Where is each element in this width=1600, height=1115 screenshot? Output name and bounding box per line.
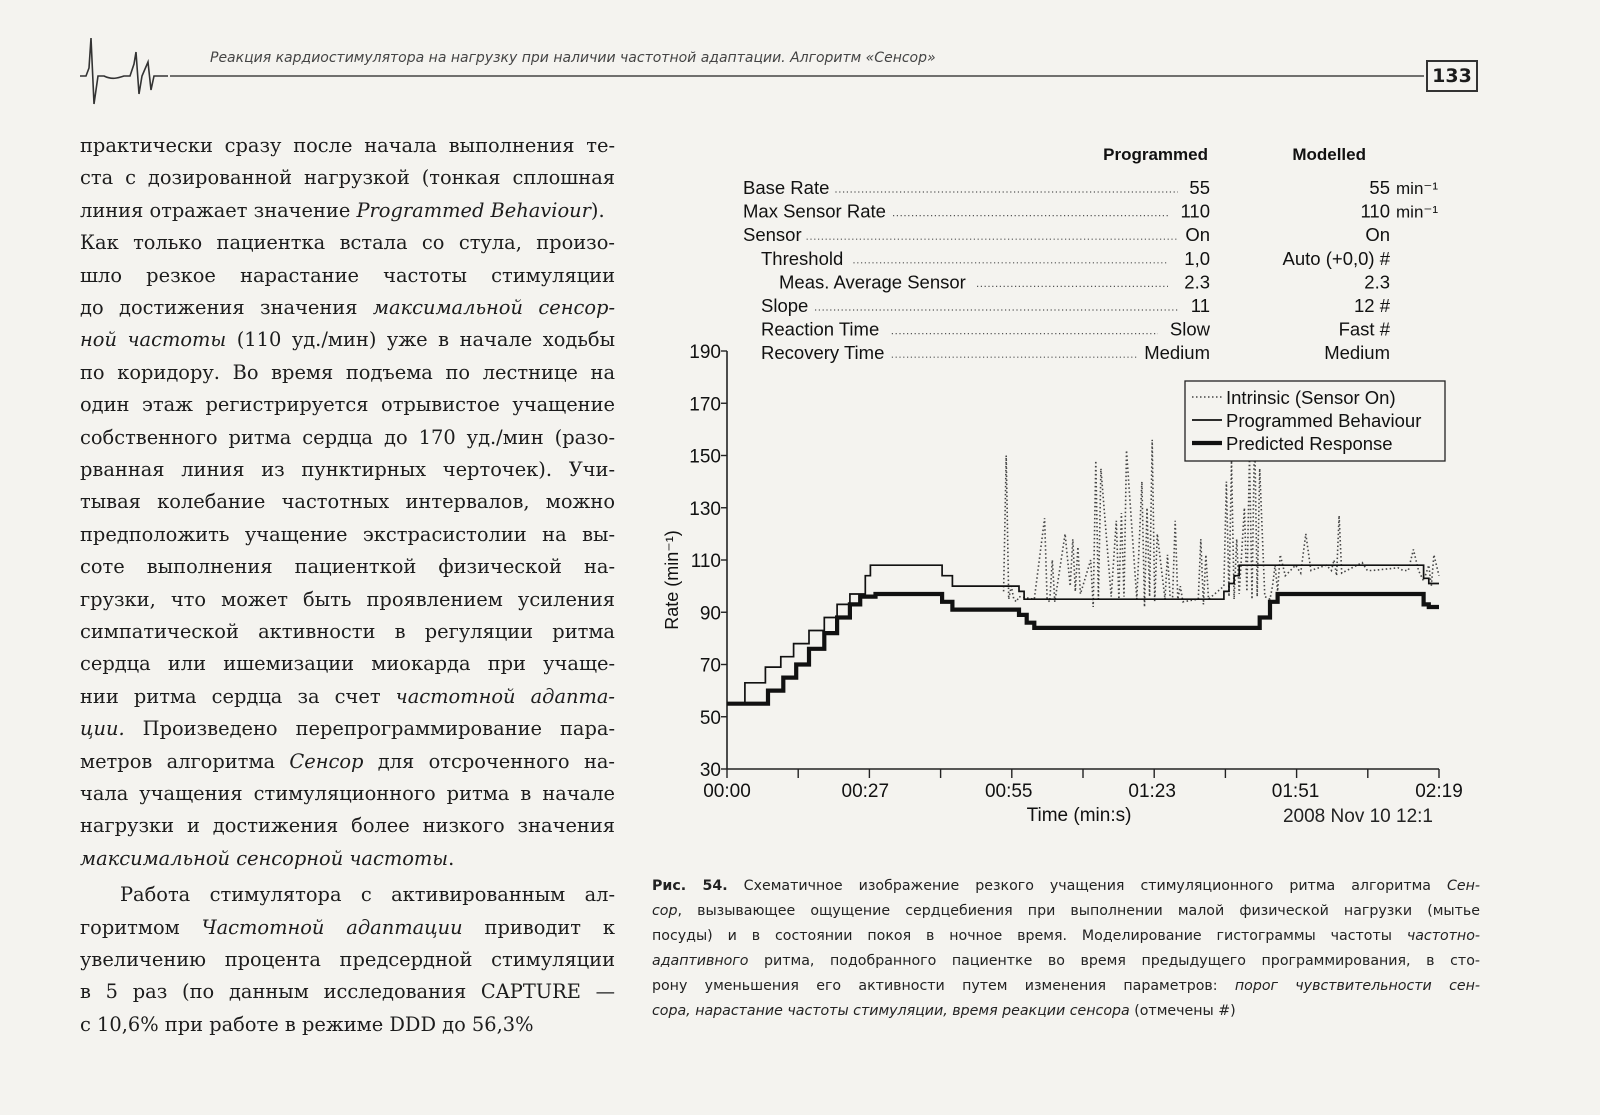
param-name: Sensor — [743, 224, 802, 246]
body-line — [80, 976, 615, 1008]
col-modelled-header: Modelled — [1292, 145, 1366, 164]
caption-line — [652, 974, 1480, 999]
body-line — [80, 843, 615, 875]
param-name: Threshold — [761, 247, 844, 269]
text-run: Рис. 54. — [652, 878, 728, 894]
body-line — [80, 778, 615, 810]
ecg-logo-icon — [80, 38, 168, 104]
body-line — [80, 944, 615, 976]
param-programmed: Slow — [1169, 318, 1210, 340]
text-run: , вызывающее ощущение сердцебиения при выполнении малой физической нагрузки (мытье — [677, 903, 1480, 919]
header-rule — [78, 32, 1478, 112]
param-unit: min⁻¹ — [1396, 179, 1439, 198]
body-line — [80, 616, 615, 648]
running-title: Реакция кардиостимулятора на нагрузку при наличии частотной адаптации. Алгоритм «Сенсор» — [210, 50, 936, 66]
text-run: (отмечены #) — [1129, 1003, 1236, 1019]
text-run: Сенсор — [289, 749, 364, 773]
param-modelled: On — [1365, 224, 1390, 246]
text-run: Как только пациентка встала со стула, произо- — [80, 231, 615, 255]
legend-label: Intrinsic (Sensor On) — [1226, 387, 1396, 408]
text-run: рванная линия из пунктирных черточек). Учи- — [80, 458, 615, 481]
text-run: Схематичное изображение резкого учащения стимуляционного ритма алгоритма — [727, 878, 1447, 894]
text-run: Сен- — [1446, 878, 1480, 894]
param-unit: min⁻¹ — [1396, 202, 1439, 222]
text-run: Programmed Behaviour — [356, 198, 591, 222]
legend-label: Predicted Response — [1226, 433, 1393, 454]
body-line — [80, 422, 615, 454]
text-run: собственного ритма сердца до 170 уд./мин (разо- — [80, 425, 615, 449]
body-line — [80, 260, 615, 292]
param-name: Reaction Time — [761, 318, 880, 340]
param-programmed: 2.3 — [1184, 271, 1210, 293]
param-modelled: 12 # — [1353, 295, 1390, 316]
body-line — [80, 879, 615, 911]
series-predicted-response — [727, 594, 1439, 704]
body-line — [80, 162, 615, 194]
caption-line — [652, 999, 1480, 1024]
body-line — [80, 227, 615, 259]
body-line — [80, 130, 615, 162]
text-run: ритма, подобранного пациентке во время предыдущего программирования, в сто- — [748, 953, 1480, 969]
x-tick-label: 02:19 — [1415, 781, 1463, 802]
param-modelled: Auto (+0,0) # — [1282, 247, 1390, 269]
body-line — [80, 357, 615, 389]
body-line — [80, 584, 615, 616]
text-run: порог чувствительности сен- — [1234, 978, 1481, 994]
param-modelled: 110 — [1360, 200, 1390, 222]
parameter-table — [743, 145, 1438, 363]
text-run: соте выполнения пациенткой физической на- — [80, 555, 615, 579]
body-line — [80, 519, 615, 551]
y-tick-label: 30 — [699, 760, 721, 781]
x-tick-label: 00:55 — [984, 781, 1033, 802]
param-name: Recovery Time — [761, 342, 885, 364]
text-run: сора, нарастание частоты стимуляции, время реакции сенсора — [652, 1003, 1130, 1019]
text-run: сор — [652, 903, 678, 919]
param-programmed: 55 — [1189, 177, 1210, 198]
y-tick-label: 170 — [689, 394, 721, 416]
text-run: для отсроченного на- — [363, 749, 615, 773]
body-line — [80, 648, 615, 680]
text-run: по коридору. Во время подъема по лестнице на — [80, 360, 615, 384]
y-tick-label: 50 — [699, 707, 721, 729]
param-programmed: On — [1185, 224, 1210, 246]
text-run: один этаж регистрируется отрывистое учащение — [80, 393, 615, 417]
text-run: ). — [590, 198, 605, 222]
text-run: практически сразу после начала выполнения те- — [80, 134, 615, 157]
figure-54 — [640, 130, 1490, 850]
text-run: сердца или ишемизации миокарда при учаще- — [80, 652, 615, 676]
text-run: чала учащения стимуляционного ритма в начале — [80, 782, 615, 805]
page-number: 133 — [1426, 60, 1478, 92]
text-run: . — [448, 846, 455, 870]
param-modelled: 2.3 — [1364, 271, 1390, 293]
body-line — [80, 195, 615, 227]
text-run: в 5 раз (по данным исследования CAPTURE — — [80, 980, 615, 1004]
text-run: до достижения значения — [80, 296, 373, 319]
param-name: Meas. Average Sensor — [779, 271, 966, 293]
text-run: предположить учащение экстрасистолии на вы- — [80, 522, 615, 546]
y-tick-label: 130 — [689, 498, 721, 520]
y-tick-label: 110 — [690, 551, 721, 572]
text-run: линия отражает значение — [80, 198, 357, 222]
text-run: Произведено перепрограммирование пара- — [124, 717, 615, 741]
x-tick-label: 01:51 — [1271, 781, 1320, 802]
legend-label: Programmed Behaviour — [1226, 410, 1422, 431]
param-programmed: 110 — [1180, 200, 1210, 222]
text-run: максимальной сенсорной частоты — [80, 846, 449, 870]
text-run: горитмом — [80, 915, 202, 939]
text-run: увеличению процента предсердной стимуляции — [80, 948, 615, 971]
rate-chart — [662, 342, 1463, 827]
x-axis-label: Time (min:s) — [1026, 805, 1132, 826]
text-run: частотно- — [1406, 928, 1480, 944]
text-run: рону уменьшения его активности путем изменения параметров: — [652, 978, 1235, 994]
caption-line — [652, 874, 1480, 899]
body-line — [80, 292, 615, 324]
body-line — [80, 324, 615, 356]
body-line — [80, 713, 615, 745]
text-run: посуды) и в состоянии покоя в ночное время. Моделирование гистограммы частоты — [652, 928, 1407, 944]
body-line — [80, 486, 615, 518]
text-run: максимальной сенсор- — [372, 296, 615, 319]
caption-line — [652, 899, 1480, 924]
body-line — [80, 454, 615, 486]
y-tick-label: 150 — [689, 446, 721, 468]
param-programmed: 11 — [1190, 295, 1210, 316]
caption-line — [652, 949, 1480, 974]
y-axis-label: Rate (min⁻¹) — [662, 530, 682, 630]
timestamp-label: 2008 Nov 10 12:1 — [1282, 806, 1433, 827]
x-tick-label: 00:27 — [841, 781, 890, 802]
text-run: адаптивного — [652, 953, 749, 969]
param-name: Slope — [761, 295, 809, 316]
body-line — [80, 912, 615, 944]
text-run: ции. — [80, 717, 125, 741]
text-run: приводит к — [462, 915, 615, 939]
text-run: симпатической активности в регуляции ритма — [80, 620, 615, 643]
legend — [1185, 381, 1445, 461]
param-modelled: 55 — [1369, 177, 1390, 198]
text-run: грузки, что может быть проявлением усиления — [80, 587, 615, 611]
y-tick-label: 90 — [699, 603, 721, 625]
body-line — [80, 389, 615, 421]
body-line — [80, 1009, 615, 1041]
x-tick-label: 00:00 — [703, 781, 751, 802]
param-modelled: Medium — [1324, 342, 1390, 364]
body-line — [80, 746, 615, 778]
param-name: Max Sensor Rate — [743, 200, 886, 222]
y-tick-label: 190 — [689, 342, 721, 363]
param-programmed: 1,0 — [1184, 247, 1210, 269]
col-programmed-header: Programmed — [1103, 145, 1208, 164]
text-run: Работа стимулятора с активированным ал- — [120, 883, 615, 907]
text-run: метров алгоритма — [80, 749, 290, 773]
param-programmed: Medium — [1144, 342, 1210, 364]
body-line — [80, 681, 615, 713]
text-run: Частотной адаптации — [201, 915, 463, 939]
text-run: частотной адапта- — [395, 684, 615, 708]
body-line — [80, 810, 615, 842]
text-run: тывая колебание частотных интервалов, можно — [80, 490, 615, 514]
text-run: нии ритма сердца за счет — [80, 684, 396, 708]
text-run: с 10,6% при работе в режиме DDD до 56,3% — [80, 1012, 534, 1036]
text-run: нагрузки и достижения более низкого значения — [80, 814, 615, 838]
x-tick-label: 01:23 — [1128, 781, 1176, 802]
body-line — [80, 551, 615, 583]
caption-line — [652, 924, 1480, 949]
param-modelled: Fast # — [1338, 318, 1390, 340]
text-run: (110 уд./мин) уже в начале ходьбы — [226, 328, 616, 352]
text-run: шло резкое нарастание частоты стимуляции — [80, 263, 615, 287]
y-tick-label: 70 — [699, 655, 721, 677]
param-name: Base Rate — [743, 177, 830, 198]
text-run: ной частоты — [80, 328, 227, 352]
text-run: ста с дозированной нагрузкой (тонкая сплошная — [80, 166, 615, 190]
